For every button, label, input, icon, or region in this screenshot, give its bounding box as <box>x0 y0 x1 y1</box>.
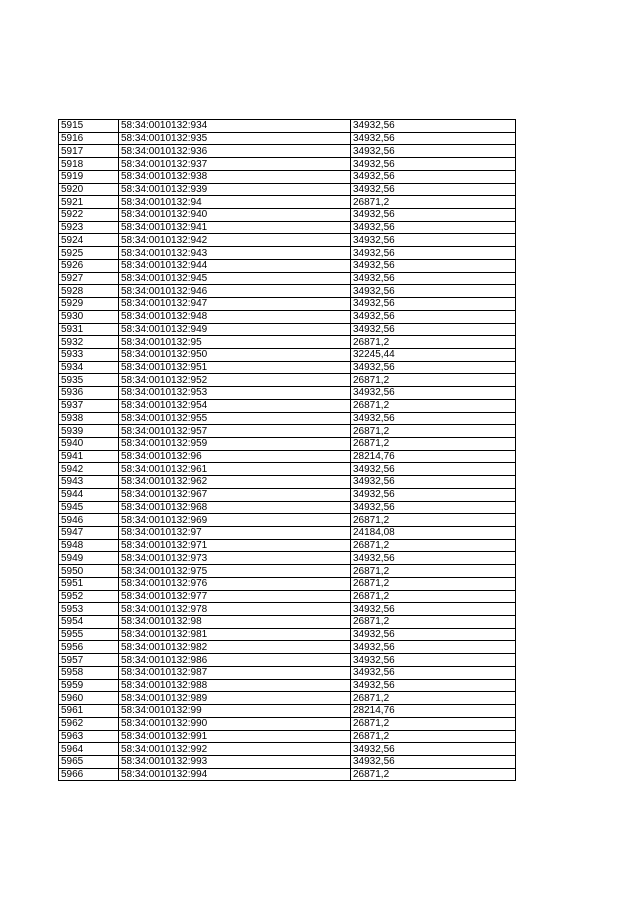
table-row <box>59 374 516 387</box>
row-number-cell: 5949 <box>59 552 119 565</box>
row-number-cell: 5966 <box>59 768 119 781</box>
value-cell: 34932,56 <box>351 272 516 285</box>
cadastral-number-cell: 58:34:0010132:982 <box>119 641 351 654</box>
cadastral-number-cell: 58:34:0010132:935 <box>119 132 351 145</box>
cadastral-number-cell: 58:34:0010132:94 <box>119 196 351 209</box>
cadastral-number-cell: 58:34:0010132:954 <box>119 399 351 412</box>
table-row <box>59 387 516 400</box>
value-cell: 34932,56 <box>351 323 516 336</box>
row-number-cell: 5942 <box>59 463 119 476</box>
value-cell: 26871,2 <box>351 399 516 412</box>
cadastral-number-cell: 58:34:0010132:959 <box>119 437 351 450</box>
row-number-cell: 5926 <box>59 259 119 272</box>
table-row <box>59 234 516 247</box>
cadastral-number-cell: 58:34:0010132:957 <box>119 425 351 438</box>
cadastral-number-cell: 58:34:0010132:96 <box>119 450 351 463</box>
cadastral-number-cell: 58:34:0010132:940 <box>119 209 351 222</box>
value-cell: 34932,56 <box>351 221 516 234</box>
value-cell: 28214,76 <box>351 705 516 718</box>
table-row <box>59 768 516 781</box>
row-number-cell: 5933 <box>59 348 119 361</box>
table-row <box>59 603 516 616</box>
table-row <box>59 552 516 565</box>
row-number-cell: 5915 <box>59 120 119 133</box>
table-row <box>59 730 516 743</box>
cadastral-number-cell: 58:34:0010132:971 <box>119 539 351 552</box>
table-row <box>59 399 516 412</box>
table-row <box>59 577 516 590</box>
value-cell: 34932,56 <box>351 628 516 641</box>
row-number-cell: 5962 <box>59 717 119 730</box>
value-cell: 34932,56 <box>351 488 516 501</box>
value-cell: 26871,2 <box>351 196 516 209</box>
value-cell: 26871,2 <box>351 374 516 387</box>
cadastral-number-cell: 58:34:0010132:948 <box>119 310 351 323</box>
cadastral-number-cell: 58:34:0010132:994 <box>119 768 351 781</box>
value-cell: 34932,56 <box>351 145 516 158</box>
row-number-cell: 5955 <box>59 628 119 641</box>
table-row <box>59 705 516 718</box>
row-number-cell: 5934 <box>59 361 119 374</box>
row-number-cell: 5921 <box>59 196 119 209</box>
row-number-cell: 5917 <box>59 145 119 158</box>
cadastral-number-cell: 58:34:0010132:939 <box>119 183 351 196</box>
row-number-cell: 5922 <box>59 209 119 222</box>
table-row <box>59 666 516 679</box>
row-number-cell: 5940 <box>59 437 119 450</box>
cadastral-number-cell: 58:34:0010132:95 <box>119 336 351 349</box>
table-row <box>59 590 516 603</box>
row-number-cell: 5964 <box>59 743 119 756</box>
table-row <box>59 476 516 489</box>
table-row <box>59 361 516 374</box>
table-body <box>59 120 516 781</box>
row-number-cell: 5918 <box>59 158 119 171</box>
table-row <box>59 628 516 641</box>
table-row <box>59 120 516 133</box>
value-cell: 34932,56 <box>351 412 516 425</box>
table-row <box>59 743 516 756</box>
table-row <box>59 412 516 425</box>
row-number-cell: 5947 <box>59 527 119 540</box>
row-number-cell: 5953 <box>59 603 119 616</box>
cadastral-number-cell: 58:34:0010132:97 <box>119 527 351 540</box>
row-number-cell: 5950 <box>59 565 119 578</box>
cadastral-number-cell: 58:34:0010132:942 <box>119 234 351 247</box>
value-cell: 34932,56 <box>351 743 516 756</box>
row-number-cell: 5952 <box>59 590 119 603</box>
cadastral-number-cell: 58:34:0010132:968 <box>119 501 351 514</box>
cadastral-number-cell: 58:34:0010132:962 <box>119 476 351 489</box>
row-number-cell: 5956 <box>59 641 119 654</box>
cadastral-number-cell: 58:34:0010132:99 <box>119 705 351 718</box>
row-number-cell: 5919 <box>59 170 119 183</box>
row-number-cell: 5943 <box>59 476 119 489</box>
table-row <box>59 336 516 349</box>
table-row <box>59 514 516 527</box>
table-row <box>59 641 516 654</box>
table-row <box>59 323 516 336</box>
value-cell: 26871,2 <box>351 514 516 527</box>
table-row <box>59 450 516 463</box>
value-cell: 34932,56 <box>351 247 516 260</box>
table-row <box>59 501 516 514</box>
table-row <box>59 348 516 361</box>
row-number-cell: 5925 <box>59 247 119 260</box>
row-number-cell: 5961 <box>59 705 119 718</box>
value-cell: 26871,2 <box>351 616 516 629</box>
table-row <box>59 616 516 629</box>
cadastral-number-cell: 58:34:0010132:953 <box>119 387 351 400</box>
value-cell: 34932,56 <box>351 310 516 323</box>
cadastral-number-cell: 58:34:0010132:945 <box>119 272 351 285</box>
row-number-cell: 5959 <box>59 679 119 692</box>
value-cell: 34932,56 <box>351 666 516 679</box>
cadastral-number-cell: 58:34:0010132:938 <box>119 170 351 183</box>
table-row <box>59 196 516 209</box>
table-row <box>59 221 516 234</box>
cadastral-number-cell: 58:34:0010132:987 <box>119 666 351 679</box>
row-number-cell: 5948 <box>59 539 119 552</box>
value-cell: 26871,2 <box>351 577 516 590</box>
cadastral-number-cell: 58:34:0010132:991 <box>119 730 351 743</box>
row-number-cell: 5927 <box>59 272 119 285</box>
cadastral-number-cell: 58:34:0010132:944 <box>119 259 351 272</box>
cadastral-number-cell: 58:34:0010132:993 <box>119 755 351 768</box>
cadastral-number-cell: 58:34:0010132:975 <box>119 565 351 578</box>
value-cell: 34932,56 <box>351 209 516 222</box>
value-cell: 26871,2 <box>351 336 516 349</box>
row-number-cell: 5935 <box>59 374 119 387</box>
value-cell: 34932,56 <box>351 361 516 374</box>
row-number-cell: 5920 <box>59 183 119 196</box>
value-cell: 34932,56 <box>351 120 516 133</box>
row-number-cell: 5951 <box>59 577 119 590</box>
cadastral-number-cell: 58:34:0010132:936 <box>119 145 351 158</box>
cadastral-number-cell: 58:34:0010132:989 <box>119 692 351 705</box>
table-row <box>59 145 516 158</box>
value-cell: 26871,2 <box>351 437 516 450</box>
cadastral-number-cell: 58:34:0010132:951 <box>119 361 351 374</box>
table-row <box>59 170 516 183</box>
value-cell: 34932,56 <box>351 679 516 692</box>
cadastral-number-cell: 58:34:0010132:952 <box>119 374 351 387</box>
value-cell: 26871,2 <box>351 717 516 730</box>
cadastral-number-cell: 58:34:0010132:992 <box>119 743 351 756</box>
cadastral-number-cell: 58:34:0010132:947 <box>119 298 351 311</box>
row-number-cell: 5960 <box>59 692 119 705</box>
value-cell: 26871,2 <box>351 590 516 603</box>
value-cell: 34932,56 <box>351 234 516 247</box>
value-cell: 26871,2 <box>351 425 516 438</box>
row-number-cell: 5928 <box>59 285 119 298</box>
table-row <box>59 247 516 260</box>
cadastral-number-cell: 58:34:0010132:977 <box>119 590 351 603</box>
value-cell: 34932,56 <box>351 501 516 514</box>
table-row <box>59 209 516 222</box>
table-row <box>59 132 516 145</box>
value-cell: 34932,56 <box>351 755 516 768</box>
cadastral-number-cell: 58:34:0010132:981 <box>119 628 351 641</box>
value-cell: 34932,56 <box>351 158 516 171</box>
value-cell: 34932,56 <box>351 183 516 196</box>
row-number-cell: 5954 <box>59 616 119 629</box>
table-row <box>59 463 516 476</box>
row-number-cell: 5938 <box>59 412 119 425</box>
cadastral-number-cell: 58:34:0010132:934 <box>119 120 351 133</box>
cadastral-number-cell: 58:34:0010132:967 <box>119 488 351 501</box>
cadastral-number-cell: 58:34:0010132:946 <box>119 285 351 298</box>
value-cell: 34932,56 <box>351 641 516 654</box>
value-cell: 26871,2 <box>351 539 516 552</box>
cadastral-number-cell: 58:34:0010132:986 <box>119 654 351 667</box>
table-row <box>59 527 516 540</box>
cadastral-number-cell: 58:34:0010132:976 <box>119 577 351 590</box>
row-number-cell: 5944 <box>59 488 119 501</box>
table-row <box>59 183 516 196</box>
row-number-cell: 5937 <box>59 399 119 412</box>
row-number-cell: 5946 <box>59 514 119 527</box>
value-cell: 26871,2 <box>351 768 516 781</box>
value-cell: 34932,56 <box>351 285 516 298</box>
row-number-cell: 5923 <box>59 221 119 234</box>
value-cell: 26871,2 <box>351 565 516 578</box>
table-row <box>59 425 516 438</box>
table-row <box>59 565 516 578</box>
table-row <box>59 259 516 272</box>
table-row <box>59 437 516 450</box>
cadastral-number-cell: 58:34:0010132:955 <box>119 412 351 425</box>
cadastral-number-cell: 58:34:0010132:949 <box>119 323 351 336</box>
value-cell: 34932,56 <box>351 552 516 565</box>
value-cell: 34932,56 <box>351 132 516 145</box>
table-row <box>59 717 516 730</box>
table-row <box>59 755 516 768</box>
row-number-cell: 5924 <box>59 234 119 247</box>
cadastral-number-cell: 58:34:0010132:961 <box>119 463 351 476</box>
value-cell: 32245,44 <box>351 348 516 361</box>
table-row <box>59 654 516 667</box>
cadastral-number-cell: 58:34:0010132:941 <box>119 221 351 234</box>
cadastral-number-cell: 58:34:0010132:978 <box>119 603 351 616</box>
cadastral-number-cell: 58:34:0010132:943 <box>119 247 351 260</box>
value-cell: 34932,56 <box>351 387 516 400</box>
table-row <box>59 692 516 705</box>
table-row <box>59 310 516 323</box>
cadastral-number-cell: 58:34:0010132:98 <box>119 616 351 629</box>
row-number-cell: 5939 <box>59 425 119 438</box>
table-row <box>59 679 516 692</box>
row-number-cell: 5931 <box>59 323 119 336</box>
value-cell: 34932,56 <box>351 463 516 476</box>
value-cell: 24184,08 <box>351 527 516 540</box>
value-cell: 34932,56 <box>351 476 516 489</box>
cadastral-value-table <box>58 119 516 781</box>
value-cell: 34932,56 <box>351 298 516 311</box>
row-number-cell: 5941 <box>59 450 119 463</box>
row-number-cell: 5936 <box>59 387 119 400</box>
table-row <box>59 285 516 298</box>
value-cell: 26871,2 <box>351 730 516 743</box>
cadastral-number-cell: 58:34:0010132:969 <box>119 514 351 527</box>
value-cell: 34932,56 <box>351 170 516 183</box>
row-number-cell: 5945 <box>59 501 119 514</box>
table-row <box>59 298 516 311</box>
table-row <box>59 539 516 552</box>
row-number-cell: 5916 <box>59 132 119 145</box>
value-cell: 28214,76 <box>351 450 516 463</box>
table-row <box>59 158 516 171</box>
table-row <box>59 272 516 285</box>
cadastral-number-cell: 58:34:0010132:937 <box>119 158 351 171</box>
cadastral-number-cell: 58:34:0010132:988 <box>119 679 351 692</box>
row-number-cell: 5963 <box>59 730 119 743</box>
row-number-cell: 5957 <box>59 654 119 667</box>
cadastral-number-cell: 58:34:0010132:950 <box>119 348 351 361</box>
row-number-cell: 5929 <box>59 298 119 311</box>
table-row <box>59 488 516 501</box>
value-cell: 26871,2 <box>351 692 516 705</box>
row-number-cell: 5958 <box>59 666 119 679</box>
row-number-cell: 5932 <box>59 336 119 349</box>
value-cell: 34932,56 <box>351 603 516 616</box>
cadastral-number-cell: 58:34:0010132:990 <box>119 717 351 730</box>
value-cell: 34932,56 <box>351 654 516 667</box>
value-cell: 34932,56 <box>351 259 516 272</box>
row-number-cell: 5965 <box>59 755 119 768</box>
row-number-cell: 5930 <box>59 310 119 323</box>
cadastral-number-cell: 58:34:0010132:973 <box>119 552 351 565</box>
